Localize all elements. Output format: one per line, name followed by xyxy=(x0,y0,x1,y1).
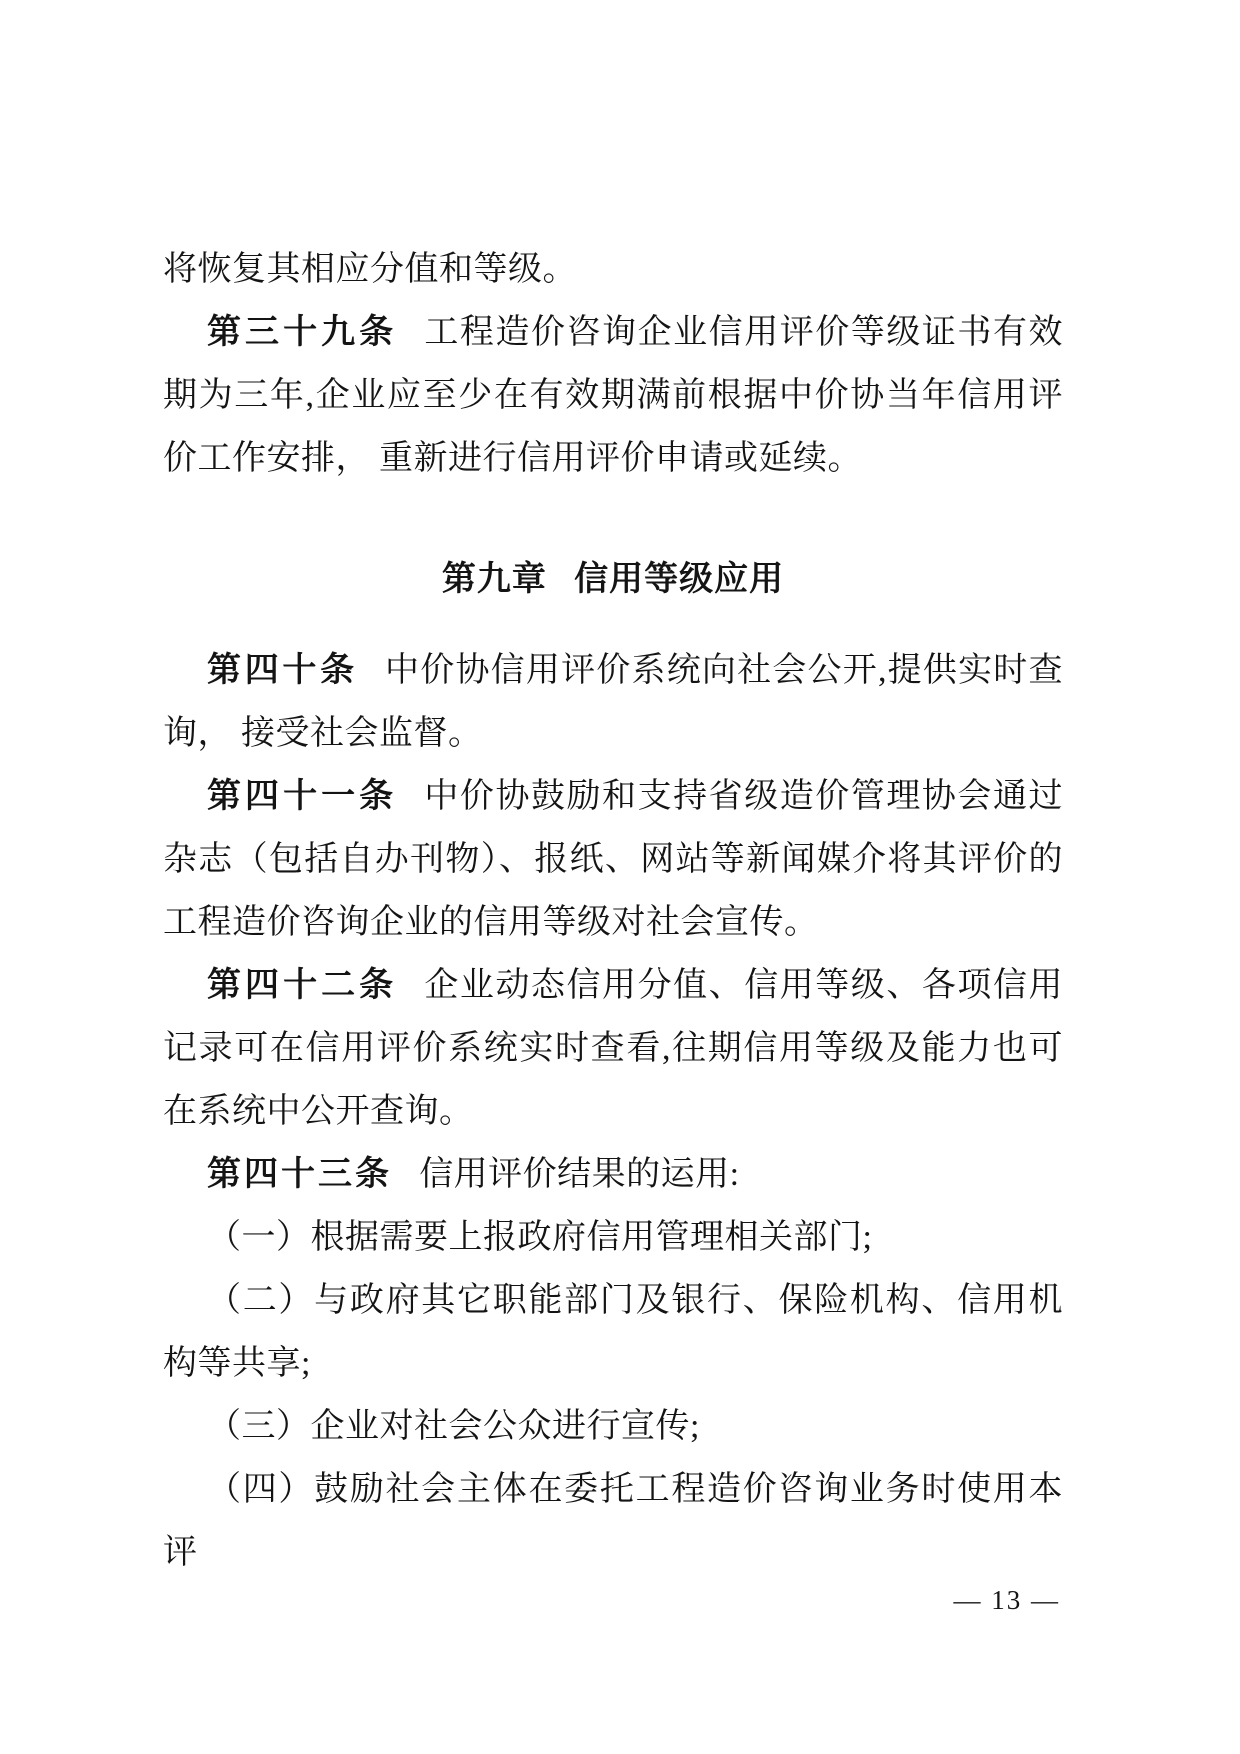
paragraph-continuation: 将恢复其相应分值和等级。 xyxy=(163,251,577,288)
paragraph-article-42 xyxy=(163,954,1063,1143)
list-item-1: （一）根据需要上报政府信用管理相关部门; xyxy=(207,1219,873,1256)
chapter-title: 信用等级应用 xyxy=(574,560,785,598)
paragraph-article-40 xyxy=(163,639,1063,765)
document-body xyxy=(163,0,1063,1584)
list-item-4: （四）鼓励社会主体在委托工程造价咨询业务时使用本评 xyxy=(163,1471,1063,1571)
article-40-text: 中价协信用评价系统向社会公开,提供实时查询， 接受社会监督。 xyxy=(163,652,1064,752)
article-41-text: 中价协鼓励和支持省级造价管理协会通过杂志（包括自办刊物）、报纸、网站等新闻媒介将其评价的工程造价咨询企业的信用等级对社会宣传。 xyxy=(163,778,1064,941)
article-43-text: 信用评价结果的运用: xyxy=(419,1156,740,1193)
paragraph-article-41 xyxy=(163,765,1063,954)
chapter-number: 第九章 xyxy=(441,560,547,598)
article-42-text: 企业动态信用分值、信用等级、各项信用记录可在信用评价系统实时查看,往期信用等级及能力也可在系统中公开查询。 xyxy=(163,967,1064,1130)
article-42-number-label: 第四十二条 xyxy=(207,967,398,1004)
paragraph-article-43 xyxy=(163,1143,1063,1206)
list-item-3: （三）企业对社会公众进行宣传; xyxy=(207,1408,700,1445)
paragraph-article-39 xyxy=(163,301,1063,490)
article-39-number-label: 第三十九条 xyxy=(207,314,398,351)
article-39-text: 工程造价咨询企业信用评价等级证书有效期为三年,企业应至少在有效期满前根据中价协当年信用评价工作安排， 重新进行信用评价申请或延续。 xyxy=(163,314,1064,477)
article-43-number-label: 第四十三条 xyxy=(207,1156,392,1193)
article-40-number-label: 第四十条 xyxy=(207,652,358,689)
list-item-2: （二）与政府其它职能部门及银行、保险机构、信用机构等共享; xyxy=(163,1282,1063,1382)
page-number: — 13 — xyxy=(953,1585,1060,1615)
chapter-heading xyxy=(163,556,1063,602)
article-41-number-label: 第四十一条 xyxy=(207,778,398,815)
